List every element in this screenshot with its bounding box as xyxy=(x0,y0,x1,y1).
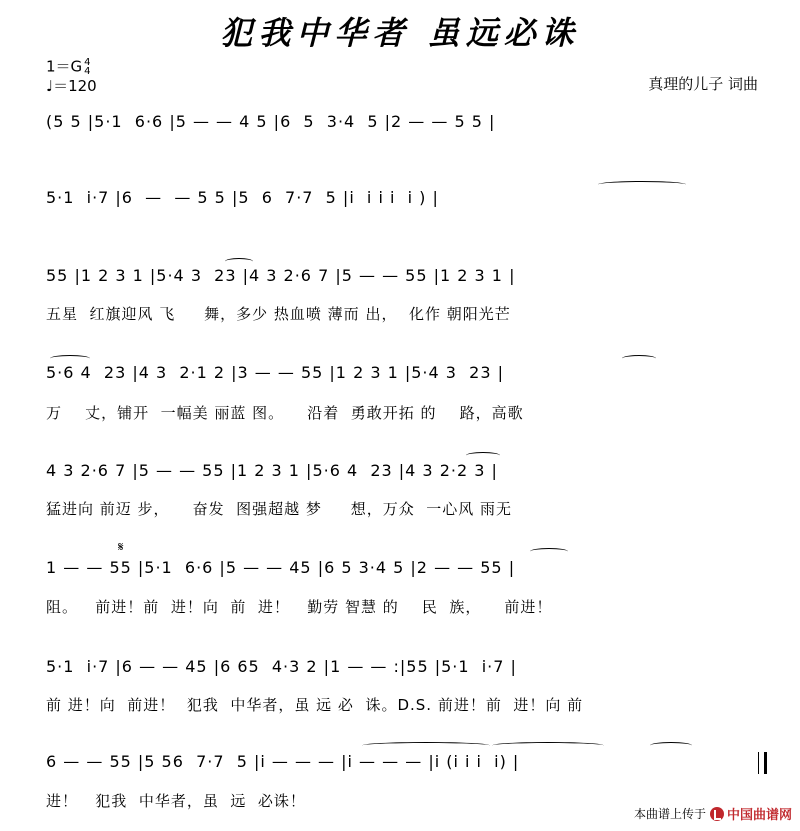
tie-slur xyxy=(362,742,490,749)
score-row-3-lyrics: 五星 红旗迎风 飞 舞，多少 热血喷 薄而 出， 化作 朝阳光芒 xyxy=(46,305,511,323)
score-row-2-notes: 5·1 i·7 |6 — — 5 5 |5 6 7·7 5 |i i i i i ) | xyxy=(46,188,439,207)
key-label: 1＝G xyxy=(46,57,83,76)
site-logo[interactable] xyxy=(710,804,792,823)
logo-icon xyxy=(710,807,724,821)
tie-slur xyxy=(50,355,90,362)
song-title: 犯我中华者 虽远必诛 xyxy=(220,14,580,52)
logo-text: 中国曲谱网 xyxy=(726,808,792,823)
tie-slur xyxy=(530,548,568,555)
time-signature: 4 4 xyxy=(84,57,91,77)
tie-slur xyxy=(225,258,253,265)
footer-text: 本曲谱上传于 xyxy=(633,807,706,821)
footer xyxy=(634,804,792,823)
score-row-8-notes: 6 — — 55 |5 56 7·7 5 |i — — — |i — — — |i (i i i i) | xyxy=(46,752,520,771)
author-credit: 真理的儿子 词曲 xyxy=(648,75,758,93)
score-row-6-lyrics: 阻。 前进！前 进！向 前 进！ 勤劳 智慧 的 民 族， 前进！ xyxy=(46,598,553,616)
score-row-4-notes: 5·6 4 23 |4 3 2·1 2 |3 — — 55 |1 2 3 1 |5·4 3 23 | xyxy=(46,363,504,382)
triplet-slur xyxy=(650,742,692,749)
tempo-marking: ♩＝120 xyxy=(46,77,97,95)
tie-slur xyxy=(622,355,656,362)
score-row-5-lyrics: 猛进向 前迈 步， 奋发 图强超越 梦 想，万众 一心风 雨无 xyxy=(46,500,513,518)
score-row-3-notes: 55 |1 2 3 1 |5·4 3 23 |4 3 2·6 7 |5 — — 55 |1 2 3 1 | xyxy=(46,266,516,285)
score-row-1-notes: (5 5 |5·1 6·6 |5 — — 4 5 |6 5 3·4 5 |2 — — 5 5 | xyxy=(46,112,496,131)
score-row-8-lyrics: 进！ 犯我 中华者，虽 远 必诛！ xyxy=(46,792,306,810)
score-row-6-notes: 1 — — 55 |5·1 6·6 |5 — — 45 |6 5 3·4 5 |2 — — 55 | xyxy=(46,558,516,577)
final-barline xyxy=(758,752,767,774)
score-row-5-notes: 4 3 2·6 7 |5 — — 55 |1 2 3 1 |5·6 4 23 |4 3 2·2 3 | xyxy=(46,461,498,480)
tie-slur xyxy=(492,742,604,749)
score-row-7-lyrics: 前 进！向 前进！ 犯我 中华者，虽 远 必 诛。D.S. 前进！前 进！向 前 xyxy=(46,696,584,714)
score-row-7-notes: 5·1 i·7 |6 — — 45 |6 65 4·3 2 |1 — — :|55 |5·1 i·7 | xyxy=(46,657,517,676)
key-signature xyxy=(46,58,91,76)
segno-icon: 𝄋 xyxy=(118,540,124,555)
tie-slur xyxy=(466,452,500,459)
triplet-slur xyxy=(598,181,686,188)
score-row-4-lyrics: 万 丈，铺开 一幅美 丽蓝 图。 沿着 勇敢开拓 的 路，高歌 xyxy=(46,404,524,422)
